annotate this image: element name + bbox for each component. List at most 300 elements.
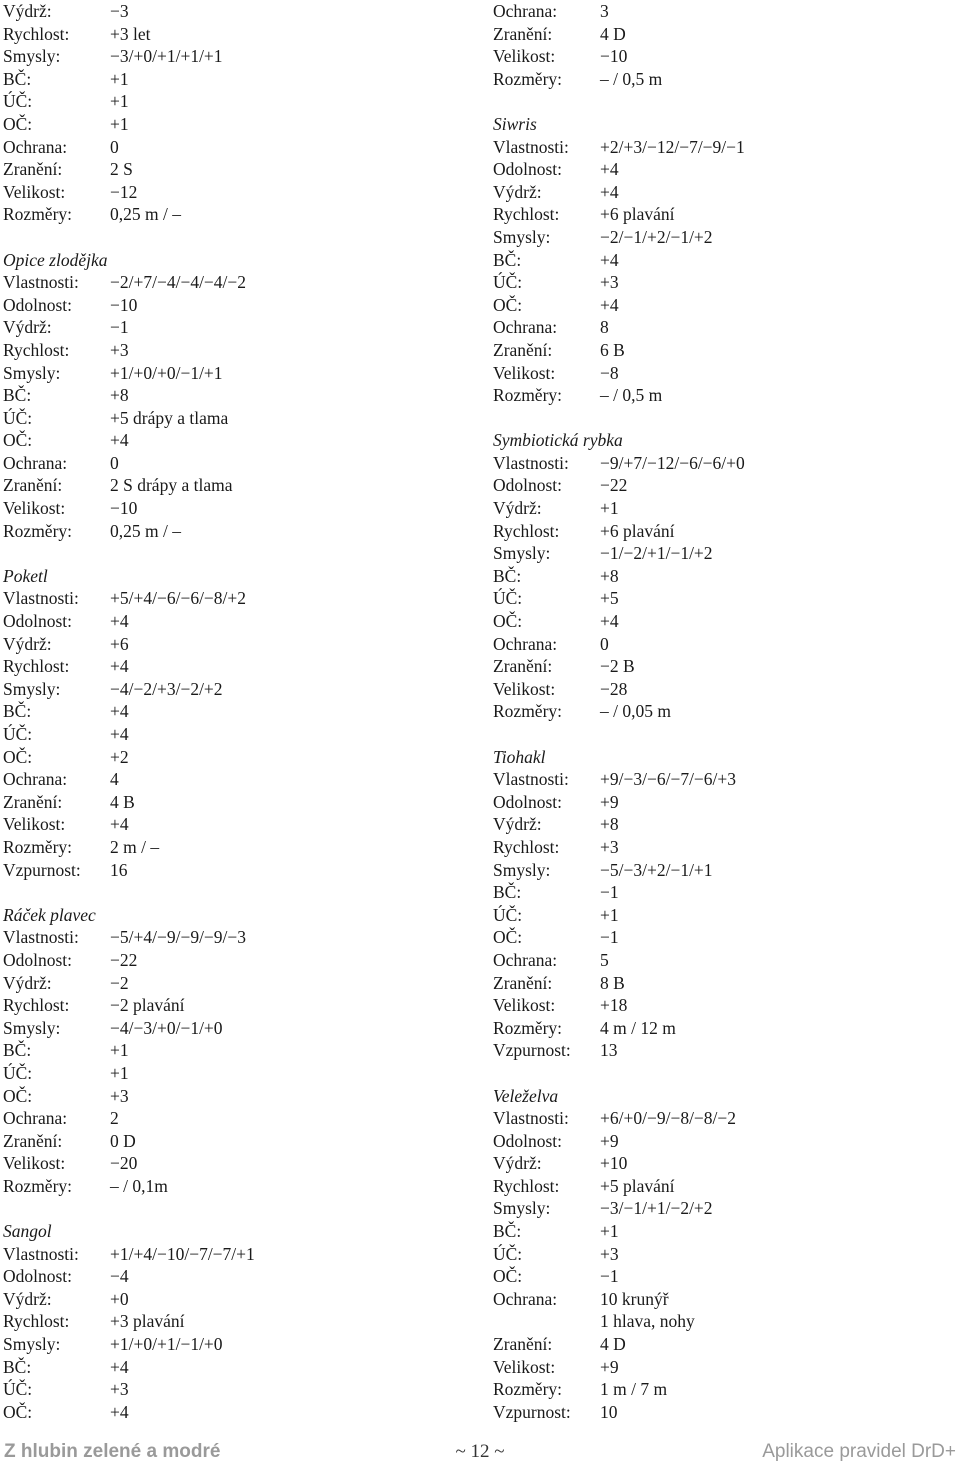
- creature-name: Tiohakl: [493, 746, 546, 767]
- stat-label: Rychlost:: [3, 339, 70, 360]
- stat-value: +4: [110, 430, 129, 451]
- stat-value: +5 drápy a tlama: [110, 407, 229, 428]
- stat-row: [493, 836, 953, 859]
- stat-value: 5: [600, 949, 609, 970]
- stat-value: −1: [600, 1266, 619, 1287]
- stat-value: 2 S drápy a tlama: [110, 475, 233, 496]
- stat-label: Smysly:: [3, 678, 61, 699]
- stat-label: Rozměry:: [493, 385, 563, 406]
- stat-row: [493, 1333, 953, 1356]
- stat-value: +4: [110, 724, 129, 744]
- stat-row: [3, 1265, 473, 1288]
- stat-value: 6 B: [600, 339, 625, 360]
- stat-row: [493, 0, 953, 23]
- stat-label: Velikost:: [3, 498, 66, 519]
- footer-book-title: Z hlubin zelené a modré: [4, 1441, 221, 1462]
- stat-label: Rychlost:: [3, 656, 70, 677]
- stat-row: [493, 1130, 953, 1153]
- spacer: [493, 723, 953, 746]
- stat-label: ÚČ:: [493, 272, 523, 293]
- stat-row: [493, 1356, 953, 1379]
- stat-row: [3, 90, 473, 113]
- stat-label: Vzpurnost:: [493, 1401, 571, 1422]
- stat-value: −5/−3/+2/−1/+1: [600, 859, 713, 880]
- stat-value: +3: [600, 1243, 619, 1264]
- stat-value: +4: [600, 159, 619, 180]
- stat-value: +1: [110, 68, 129, 89]
- stat-value: 8: [600, 317, 609, 338]
- stat-row: [493, 45, 953, 68]
- creature-name: Symbiotická rybka: [493, 430, 623, 451]
- stat-value: +1: [110, 113, 129, 134]
- stat-row: [3, 203, 473, 226]
- stat-row: [493, 271, 953, 294]
- stat-value: −10: [600, 46, 628, 67]
- stat-value: +8: [110, 385, 129, 406]
- stat-value: 8 B: [600, 972, 625, 993]
- stat-label: ÚČ:: [493, 1243, 523, 1264]
- stat-label: ÚČ:: [493, 904, 523, 925]
- stat-label: Velikost:: [3, 1153, 66, 1174]
- stat-label: Rozměry:: [3, 836, 73, 857]
- stat-row: [493, 994, 953, 1017]
- stat-row: [3, 768, 473, 791]
- stat-value: −8: [600, 362, 619, 383]
- creature-name: Siwris: [493, 113, 537, 134]
- stat-label: Smysly:: [493, 226, 551, 247]
- stat-label: Rozměry:: [493, 68, 563, 89]
- stat-row: [3, 1017, 473, 1040]
- stat-value: +4: [110, 1401, 129, 1422]
- stat-row: [3, 1243, 473, 1266]
- stat-value: 10: [600, 1401, 618, 1422]
- stat-label: Odolnost:: [3, 1266, 73, 1287]
- stat-label: Vlastnosti:: [3, 588, 79, 609]
- stat-label: OČ:: [493, 294, 523, 315]
- creature-name: Poketl: [3, 565, 48, 586]
- stat-value: 4 m / 12 m: [600, 1017, 676, 1038]
- stat-value: +3: [600, 836, 619, 857]
- stat-label: Výdrž:: [3, 633, 52, 654]
- stat-value: +6/+0/−9/−8/−8/−2: [600, 1108, 737, 1129]
- stat-value: −2: [110, 972, 129, 993]
- stat-row: [493, 813, 953, 836]
- stat-value: 1 hlava, nohy: [600, 1311, 695, 1332]
- stat-row: [493, 904, 953, 927]
- stat-label: OČ:: [493, 927, 523, 948]
- stat-label: BČ:: [493, 882, 522, 903]
- stat-value: −3/+0/+1/+1/+1: [110, 46, 223, 67]
- stat-row: [3, 610, 473, 633]
- stat-row: [493, 181, 953, 204]
- stat-label: Smysly:: [3, 1334, 61, 1355]
- stat-label: Smysly:: [493, 1198, 551, 1219]
- stat-row: [3, 1107, 473, 1130]
- stat-label: Výdrž:: [493, 498, 542, 519]
- stat-value: +1: [600, 498, 619, 519]
- stat-value: +9: [600, 1130, 619, 1151]
- stat-label: Ochrana:: [3, 136, 68, 157]
- stat-value: +4: [600, 181, 619, 202]
- stat-value: +3: [110, 339, 129, 360]
- stat-row: [3, 294, 473, 317]
- stat-value: +5/+4/−6/−6/−8/+2: [110, 588, 247, 609]
- stat-label: OČ:: [3, 113, 33, 134]
- footer-series-title: Aplikace pravidel DrD+: [762, 1441, 956, 1462]
- stat-row: [493, 949, 953, 972]
- stat-value: +3: [110, 1085, 129, 1106]
- stat-label: Výdrž:: [493, 814, 542, 835]
- stat-row: [493, 926, 953, 949]
- stat-value: −2/−1/+2/−1/+2: [600, 226, 713, 247]
- stat-value: −2/+7/−4/−4/−4/−2: [110, 272, 247, 293]
- stat-row: [493, 1378, 953, 1401]
- stat-label: Zranění:: [3, 1130, 63, 1151]
- stat-value: +1: [600, 904, 619, 925]
- stat-value: +1: [110, 91, 129, 112]
- stat-value: +8: [600, 814, 619, 835]
- stat-value: −10: [110, 498, 138, 519]
- stat-value: +3: [600, 272, 619, 293]
- stat-value: −22: [600, 475, 628, 496]
- stat-row: [3, 1175, 473, 1198]
- stat-label: Vlastnosti:: [3, 1243, 79, 1264]
- stat-row: [3, 1310, 473, 1333]
- stat-value: 2 m / –: [110, 836, 160, 857]
- stat-label: Velikost:: [3, 181, 66, 202]
- stat-row: [3, 791, 473, 814]
- stat-row: [493, 768, 953, 791]
- stat-label: Odolnost:: [3, 949, 73, 970]
- stat-label: Rychlost:: [3, 23, 70, 44]
- stat-label: Rozměry:: [493, 1017, 563, 1038]
- stat-value: +3 plavání: [110, 1311, 185, 1332]
- stat-row: [493, 1197, 953, 1220]
- stat-label: Zranění:: [493, 23, 553, 44]
- stat-label: Velikost:: [493, 46, 556, 67]
- stat-label: Ochrana:: [493, 1, 558, 21]
- stat-value: +1: [110, 1040, 129, 1061]
- stat-row: [493, 158, 953, 181]
- stat-row: [3, 587, 473, 610]
- stat-row: [493, 1310, 953, 1333]
- stat-row: [3, 1356, 473, 1379]
- stat-row: [3, 113, 473, 136]
- stat-value: – / 0,5 m: [600, 68, 663, 89]
- stat-row: [3, 384, 473, 407]
- stat-label: Rychlost:: [493, 520, 560, 541]
- stat-value: +1: [600, 1221, 619, 1242]
- stat-value: +4: [600, 294, 619, 315]
- stat-row: [493, 294, 953, 317]
- stat-row: [3, 474, 473, 497]
- stat-row: [3, 1378, 473, 1401]
- spacer: [3, 881, 473, 904]
- stat-row: [493, 972, 953, 995]
- stat-value: −4/−3/+0/−1/+0: [110, 1017, 223, 1038]
- stat-label: BČ:: [3, 701, 32, 722]
- stat-row: [493, 1265, 953, 1288]
- stat-row: [3, 271, 473, 294]
- stat-label: Vlastnosti:: [3, 272, 79, 293]
- stat-label: Velikost:: [493, 995, 556, 1016]
- stat-label: Rozměry:: [3, 1175, 73, 1196]
- stat-value: 10 krunýř: [600, 1288, 669, 1309]
- creature-name: Sangol: [3, 1221, 52, 1242]
- stat-row: [493, 497, 953, 520]
- stat-label: ÚČ:: [493, 588, 523, 609]
- stat-value: +1/+4/−10/−7/−7/+1: [110, 1243, 255, 1264]
- stat-value: +3 let: [110, 23, 151, 44]
- stat-row: [3, 972, 473, 995]
- stat-value: +4: [600, 249, 619, 270]
- stat-value: −5/+4/−9/−9/−9/−3: [110, 927, 247, 948]
- stat-row: [493, 633, 953, 656]
- stat-label: OČ:: [3, 746, 33, 767]
- stat-value: +1/+0/+0/−1/+1: [110, 362, 223, 383]
- stat-row: [3, 746, 473, 769]
- stat-row: [493, 1017, 953, 1040]
- spacer: [3, 542, 473, 565]
- stat-label: Rozměry:: [493, 701, 563, 722]
- stat-row: [493, 1243, 953, 1266]
- stat-label: BČ:: [3, 1356, 32, 1377]
- stat-row: [493, 452, 953, 475]
- stat-label: Rozměry:: [493, 1379, 563, 1400]
- stat-label: BČ:: [493, 1221, 522, 1242]
- creature-name: Ráček plavec: [3, 904, 96, 925]
- stat-label: Odolnost:: [493, 159, 563, 180]
- stat-label: Vlastnosti:: [493, 1108, 569, 1129]
- stat-row: [3, 655, 473, 678]
- stat-row: [493, 203, 953, 226]
- stat-value: – / 0,05 m: [600, 701, 671, 722]
- stat-value: −28: [600, 678, 628, 699]
- stat-label: Odolnost:: [3, 611, 73, 632]
- stat-row: [493, 791, 953, 814]
- stat-label: Rychlost:: [3, 995, 70, 1016]
- stat-row: [3, 1401, 473, 1424]
- stat-row: [493, 655, 953, 678]
- stat-value: 3: [600, 1, 609, 21]
- stat-label: Ochrana:: [3, 1108, 68, 1129]
- stat-label: Vzpurnost:: [493, 1040, 571, 1061]
- stat-label: Zranění:: [3, 475, 63, 496]
- stat-value: +6: [110, 633, 129, 654]
- right-column: [493, 0, 953, 1423]
- stat-label: Výdrž:: [3, 1, 52, 21]
- stat-value: +10: [600, 1153, 628, 1174]
- stat-row: [3, 700, 473, 723]
- stat-label: Rychlost:: [493, 836, 560, 857]
- stat-label: Vlastnosti:: [493, 136, 569, 157]
- stat-row: [493, 1175, 953, 1198]
- stat-value: −4: [110, 1266, 129, 1287]
- stat-row: [3, 497, 473, 520]
- stat-row: [493, 678, 953, 701]
- stat-row: [3, 452, 473, 475]
- stat-label: Zranění:: [493, 972, 553, 993]
- stat-label: Zranění:: [493, 656, 553, 677]
- stat-row: [3, 994, 473, 1017]
- spacer: [3, 1197, 473, 1220]
- stat-row: [493, 1288, 953, 1311]
- stat-value: 0: [110, 136, 119, 157]
- stat-label: Odolnost:: [493, 791, 563, 812]
- stat-row: [493, 316, 953, 339]
- spacer: [493, 407, 953, 430]
- stat-row: [3, 1288, 473, 1311]
- spacer: [493, 90, 953, 113]
- stat-label: Odolnost:: [493, 475, 563, 496]
- stat-label: OČ:: [493, 1266, 523, 1287]
- stat-row: [3, 1039, 473, 1062]
- stat-value: 2: [110, 1108, 119, 1129]
- stat-row: [3, 1085, 473, 1108]
- stat-label: Ochrana:: [3, 452, 68, 473]
- stat-row: [493, 542, 953, 565]
- stat-label: Velikost:: [493, 362, 556, 383]
- stat-label: BČ:: [3, 1040, 32, 1061]
- stat-label: Vlastnosti:: [493, 769, 569, 790]
- stat-label: Vlastnosti:: [3, 927, 79, 948]
- stat-value: +1/+0/+1/−1/+0: [110, 1334, 223, 1355]
- stat-value: – / 0,5 m: [600, 385, 663, 406]
- stat-value: +2/+3/−12/−7/−9/−1: [600, 136, 745, 157]
- stat-value: −1: [600, 882, 619, 903]
- stat-row: [493, 226, 953, 249]
- stat-label: Odolnost:: [3, 294, 73, 315]
- stat-value: 0 D: [110, 1130, 136, 1151]
- stat-label: Zranění:: [3, 159, 63, 180]
- stat-value: +5 plavání: [600, 1175, 675, 1196]
- spacer: [3, 226, 473, 249]
- stat-value: 0,25 m / –: [110, 520, 181, 541]
- stat-label: Rozměry:: [3, 204, 73, 225]
- stat-row: [3, 429, 473, 452]
- stat-label: Zranění:: [493, 1334, 553, 1355]
- stat-row: [493, 1039, 953, 1062]
- stat-row: [493, 700, 953, 723]
- stat-value: +3: [110, 1379, 129, 1400]
- stat-value: +4: [110, 1356, 129, 1377]
- stat-label: Ochrana:: [3, 769, 68, 790]
- stat-label: Velikost:: [493, 1356, 556, 1377]
- stat-value: −20: [110, 1153, 138, 1174]
- stat-row: [3, 316, 473, 339]
- stat-value: +6 plavání: [600, 520, 675, 541]
- stat-row: [493, 1107, 953, 1130]
- stat-row: [493, 384, 953, 407]
- stat-value: −2 plavání: [110, 995, 185, 1016]
- stat-label: Smysly:: [3, 46, 61, 67]
- stat-label: OČ:: [3, 430, 33, 451]
- stat-row: [3, 633, 473, 656]
- spacer: [493, 1062, 953, 1085]
- stat-row: [3, 339, 473, 362]
- stat-value: 16: [110, 859, 128, 880]
- stat-value: +4: [110, 814, 129, 835]
- stat-value: 4: [110, 769, 119, 790]
- stat-value: 1 m / 7 m: [600, 1379, 668, 1400]
- stat-value: 4 B: [110, 791, 135, 812]
- stat-label: Rozměry:: [3, 520, 73, 541]
- stat-label: Výdrž:: [493, 1153, 542, 1174]
- stat-row: [3, 678, 473, 701]
- stat-label: Velikost:: [493, 678, 556, 699]
- stat-label: BČ:: [3, 68, 32, 89]
- page-number: ~ 12 ~: [455, 1441, 505, 1462]
- stat-value: +18: [600, 995, 628, 1016]
- stat-row: [493, 1401, 953, 1424]
- stat-row: [3, 158, 473, 181]
- stat-value: +9: [600, 1356, 619, 1377]
- stat-row: [3, 520, 473, 543]
- stat-value: 4 D: [600, 1334, 626, 1355]
- stat-label: Ochrana:: [493, 1288, 558, 1309]
- stat-label: OČ:: [3, 1401, 33, 1422]
- stat-label: Velikost:: [3, 814, 66, 835]
- stat-row: [3, 23, 473, 46]
- stat-value: −1: [110, 317, 129, 338]
- stat-value: +4: [110, 656, 129, 677]
- stat-row: [493, 610, 953, 633]
- stat-label: Ochrana:: [493, 949, 558, 970]
- stat-row: [3, 723, 473, 746]
- stat-row: [493, 249, 953, 272]
- stat-label: Zranění:: [3, 791, 63, 812]
- stat-label: ÚČ:: [3, 407, 33, 428]
- stat-value: 13: [600, 1040, 618, 1061]
- stat-value: +4: [110, 701, 129, 722]
- stat-value: +5: [600, 588, 619, 609]
- stat-label: Smysly:: [3, 362, 61, 383]
- stat-value: 4 D: [600, 23, 626, 44]
- stat-row: [3, 45, 473, 68]
- stat-row: [3, 813, 473, 836]
- stat-value: 0: [110, 452, 119, 473]
- stat-value: 0: [600, 633, 609, 654]
- stat-label: ÚČ:: [3, 724, 33, 744]
- stat-row: [493, 339, 953, 362]
- stat-label: Zranění:: [493, 339, 553, 360]
- stat-value: – / 0,1m: [110, 1175, 168, 1196]
- stat-row: [493, 1220, 953, 1243]
- stat-label: ÚČ:: [3, 91, 33, 112]
- stat-label: ÚČ:: [3, 1062, 33, 1083]
- stat-value: 0,25 m / –: [110, 204, 181, 225]
- stat-label: Výdrž:: [3, 1288, 52, 1309]
- stat-row: [3, 926, 473, 949]
- stat-row: [493, 362, 953, 385]
- stat-value: +8: [600, 565, 619, 586]
- stat-value: −10: [110, 294, 138, 315]
- stat-label: Ochrana:: [493, 317, 558, 338]
- stat-label: BČ:: [493, 565, 522, 586]
- stat-value: −4/−2/+3/−2/+2: [110, 678, 223, 699]
- stat-row: [3, 859, 473, 882]
- stat-label: BČ:: [493, 249, 522, 270]
- stat-row: [493, 1152, 953, 1175]
- left-column: [3, 0, 473, 1423]
- stat-value: +0: [110, 1288, 129, 1309]
- stat-value: −12: [110, 181, 138, 202]
- stat-row: [3, 1333, 473, 1356]
- stat-row: [3, 68, 473, 91]
- stat-label: OČ:: [493, 611, 523, 632]
- stat-row: [493, 881, 953, 904]
- stat-label: Ochrana:: [493, 633, 558, 654]
